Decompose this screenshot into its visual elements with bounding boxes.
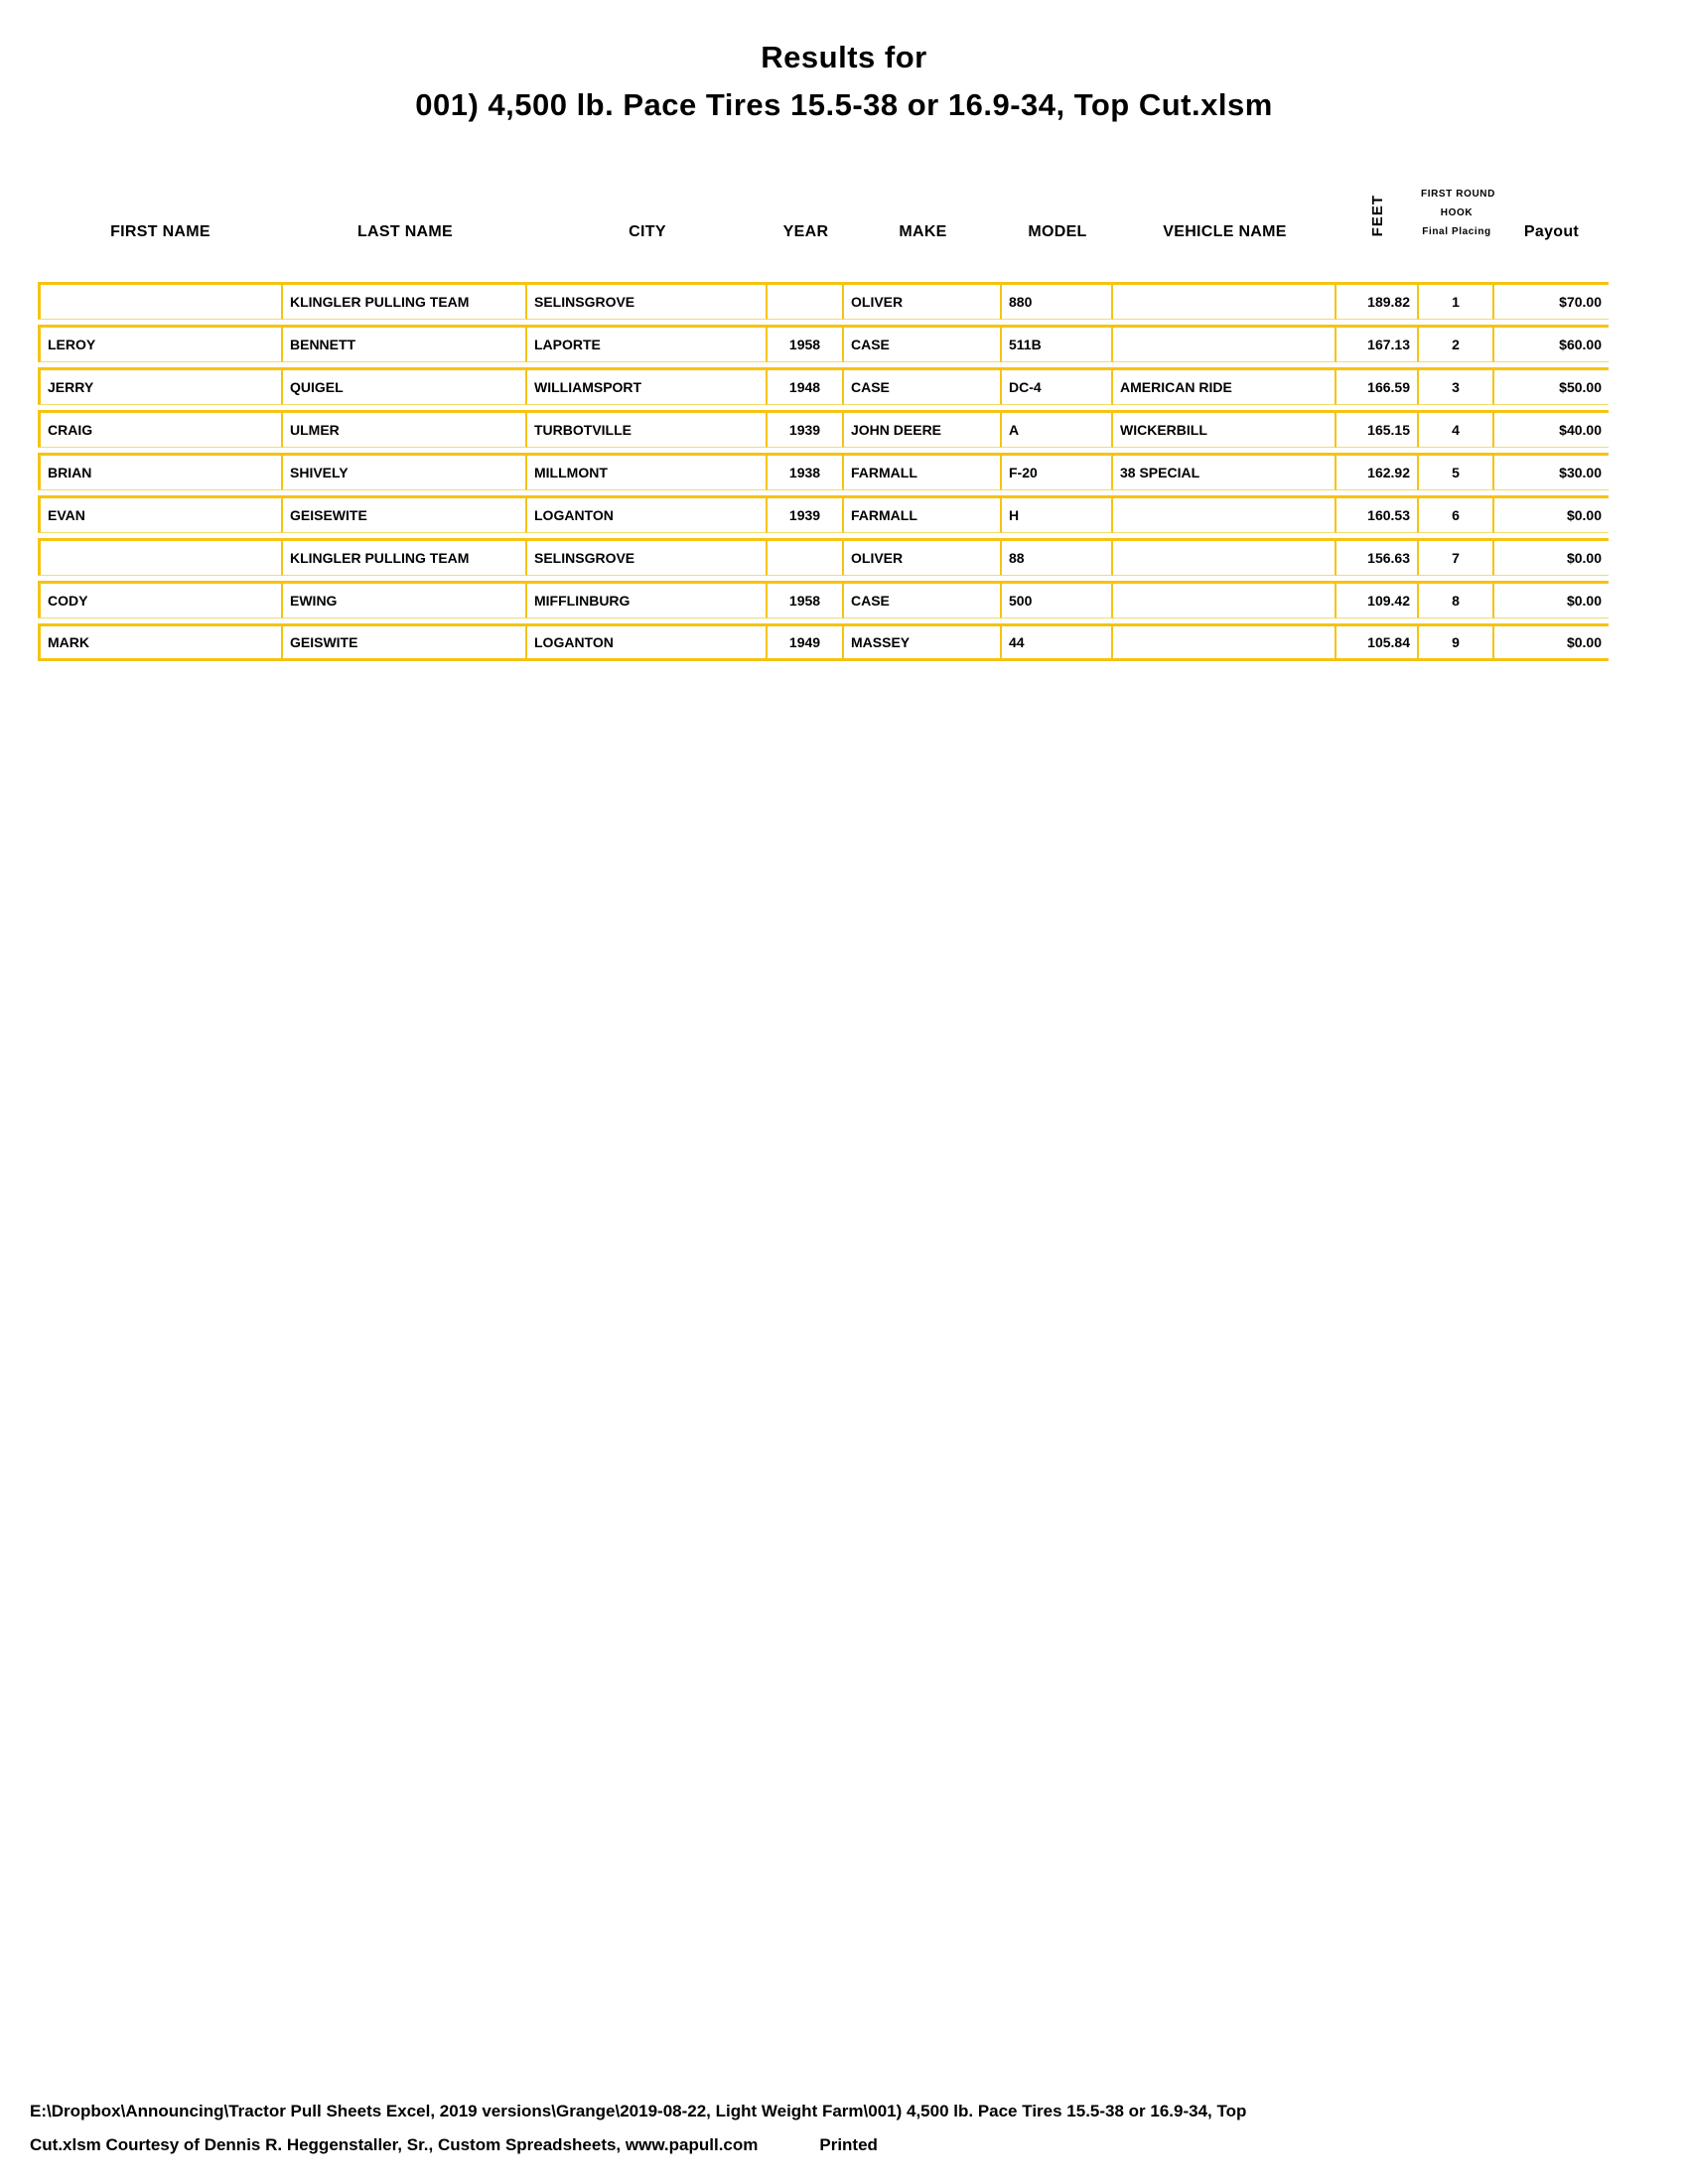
cell-city: LAPORTE (527, 325, 768, 362)
cell-vehicle-name (1113, 623, 1336, 661)
cell-first-name: CRAIG (38, 410, 283, 448)
cell-feet: 109.42 (1336, 581, 1419, 618)
cell-last-name: SHIVELY (283, 453, 527, 490)
footer-printed-label: Printed (819, 2135, 878, 2154)
cell-last-name: ULMER (283, 410, 527, 448)
cell-vehicle-name (1113, 325, 1336, 362)
col-header-vehicle-name: VEHICLE NAME (1163, 223, 1287, 240)
cell-hook-placing: 9 (1419, 623, 1494, 661)
cell-year: 1958 (768, 325, 844, 362)
cell-city: LOGANTON (527, 623, 768, 661)
page-footer (30, 2095, 1668, 2162)
cell-vehicle-name: WICKERBILL (1113, 410, 1336, 448)
cell-last-name: BENNETT (283, 325, 527, 362)
cell-model: F-20 (1002, 453, 1113, 490)
cell-year: 1948 (768, 367, 844, 405)
cell-make: CASE (844, 581, 1002, 618)
table-row (38, 282, 1609, 320)
cell-first-name (38, 282, 283, 320)
table-row (38, 495, 1609, 533)
cell-first-name: MARK (38, 623, 283, 661)
cell-make: JOHN DEERE (844, 410, 1002, 448)
cell-city: MIFFLINBURG (527, 581, 768, 618)
cell-first-name: LEROY (38, 325, 283, 362)
cell-vehicle-name (1113, 538, 1336, 576)
cell-first-name: CODY (38, 581, 283, 618)
table-row (38, 410, 1609, 448)
cell-make: FARMALL (844, 495, 1002, 533)
cell-year: 1958 (768, 581, 844, 618)
cell-model: 500 (1002, 581, 1113, 618)
table-row (38, 538, 1609, 576)
footer-credit-line (30, 2128, 1668, 2162)
cell-payout: $50.00 (1494, 367, 1609, 405)
cell-vehicle-name (1113, 495, 1336, 533)
hook-header-line1: FIRST ROUND (1421, 189, 1495, 200)
cell-model: 88 (1002, 538, 1113, 576)
cell-make: CASE (844, 325, 1002, 362)
cell-city: SELINSGROVE (527, 538, 768, 576)
cell-last-name: GEISWITE (283, 623, 527, 661)
cell-last-name: GEISEWITE (283, 495, 527, 533)
cell-feet: 162.92 (1336, 453, 1419, 490)
cell-vehicle-name: 38 SPECIAL (1113, 453, 1336, 490)
cell-hook-placing: 6 (1419, 495, 1494, 533)
table-row (38, 325, 1609, 362)
cell-model: 511B (1002, 325, 1113, 362)
col-header-feet (1336, 156, 1419, 277)
cell-make: OLIVER (844, 282, 1002, 320)
cell-make: OLIVER (844, 538, 1002, 576)
cell-feet: 166.59 (1336, 367, 1419, 405)
cell-hook-placing: 2 (1419, 325, 1494, 362)
cell-feet: 189.82 (1336, 282, 1419, 320)
cell-payout: $70.00 (1494, 282, 1609, 320)
cell-model: H (1002, 495, 1113, 533)
cell-hook-placing: 3 (1419, 367, 1494, 405)
footer-file-path: E:\Dropbox\Announcing\Tractor Pull Sheets Excel, 2019 versions\Grange\2019-08-22, Light Weight Farm\001) 4,500 lb. Pace Tires 15.5-38 or 16.9-34, Top (30, 2102, 1247, 2120)
page-title: Results for (761, 40, 927, 74)
cell-hook-placing: 1 (1419, 282, 1494, 320)
cell-payout: $0.00 (1494, 581, 1609, 618)
cell-city: SELINSGROVE (527, 282, 768, 320)
cell-payout: $0.00 (1494, 495, 1609, 533)
cell-last-name: KLINGLER PULLING TEAM (283, 282, 527, 320)
cell-make: FARMALL (844, 453, 1002, 490)
cell-feet: 156.63 (1336, 538, 1419, 576)
col-header-model: MODEL (1028, 223, 1087, 240)
table-row (38, 453, 1609, 490)
table-row (38, 367, 1609, 405)
cell-feet: 160.53 (1336, 495, 1419, 533)
cell-last-name: EWING (283, 581, 527, 618)
cell-payout: $0.00 (1494, 623, 1609, 661)
col-header-make: MAKE (899, 223, 947, 240)
cell-feet: 105.84 (1336, 623, 1419, 661)
cell-feet: 167.13 (1336, 325, 1419, 362)
cell-first-name: EVAN (38, 495, 283, 533)
cell-payout: $30.00 (1494, 453, 1609, 490)
cell-payout: $0.00 (1494, 538, 1609, 576)
cell-city: WILLIAMSPORT (527, 367, 768, 405)
cell-first-name: BRIAN (38, 453, 283, 490)
col-header-year: YEAR (782, 223, 829, 240)
cell-last-name: QUIGEL (283, 367, 527, 405)
cell-city: TURBOTVILLE (527, 410, 768, 448)
cell-last-name: KLINGLER PULLING TEAM (283, 538, 527, 576)
footer-courtesy-text: Cut.xlsm Courtesy of Dennis R. Heggenstaller, Sr., Custom Spreadsheets, www.papull.com (30, 2135, 759, 2154)
cell-city: MILLMONT (527, 453, 768, 490)
cell-first-name: JERRY (38, 367, 283, 405)
table-row (38, 581, 1609, 618)
cell-payout: $60.00 (1494, 325, 1609, 362)
cell-payout: $40.00 (1494, 410, 1609, 448)
cell-model: DC-4 (1002, 367, 1113, 405)
col-header-first-name: FIRST NAME (110, 223, 211, 240)
results-table (38, 151, 1609, 666)
page-subtitle: 001) 4,500 lb. Pace Tires 15.5-38 or 16.9-34, Top Cut.xlsm (415, 87, 1273, 122)
cell-model: 880 (1002, 282, 1113, 320)
cell-model: 44 (1002, 623, 1113, 661)
hook-header-line2: HOOK (1440, 207, 1474, 218)
cell-make: CASE (844, 367, 1002, 405)
cell-vehicle-name (1113, 581, 1336, 618)
hook-header-line3: Final Placing (1422, 226, 1491, 237)
cell-hook-placing: 8 (1419, 581, 1494, 618)
cell-vehicle-name (1113, 282, 1336, 320)
cell-year: 1938 (768, 453, 844, 490)
cell-year (768, 282, 844, 320)
cell-year: 1939 (768, 495, 844, 533)
cell-feet: 165.15 (1336, 410, 1419, 448)
cell-city: LOGANTON (527, 495, 768, 533)
cell-vehicle-name: AMERICAN RIDE (1113, 367, 1336, 405)
cell-model: A (1002, 410, 1113, 448)
cell-hook-placing: 7 (1419, 538, 1494, 576)
header-row (38, 156, 1609, 277)
col-header-last-name: LAST NAME (356, 223, 454, 240)
col-header-payout: Payout (1523, 223, 1580, 240)
cell-hook-placing: 5 (1419, 453, 1494, 490)
cell-year: 1949 (768, 623, 844, 661)
table-row (38, 623, 1609, 661)
cell-year: 1939 (768, 410, 844, 448)
feet-rotated-label: FEET (1369, 194, 1386, 236)
cell-make: MASSEY (844, 623, 1002, 661)
cell-hook-placing: 4 (1419, 410, 1494, 448)
col-header-hook-placing (1419, 156, 1494, 277)
col-header-city: CITY (629, 223, 666, 240)
cell-year (768, 538, 844, 576)
cell-first-name (38, 538, 283, 576)
